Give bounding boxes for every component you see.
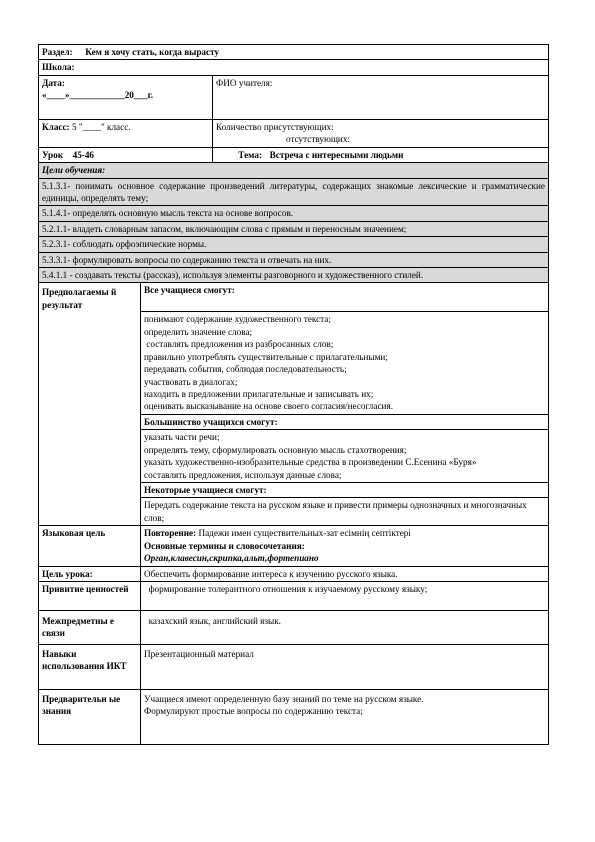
section-value: Кем я хочу стать, когда вырасту [85,47,220,57]
lesson-goal-label: Цель урока: [39,566,141,581]
attendance-absent: отсутствующих: [286,134,350,145]
attendance-cell [213,119,549,147]
class-row [39,119,549,147]
ict-row [39,644,549,689]
school-row [39,60,549,75]
goal-row [39,178,549,206]
theme-label: Тема: [238,149,263,160]
section-row [39,45,549,60]
date-row [39,75,549,119]
goal-row [39,268,549,283]
theme-value: Встреча с интересными людьми [269,149,404,160]
expected-all-item: правильно употреблять существительные с прилагательными; [144,351,388,362]
goal-item: 5.2.3.1- соблюдать орфоэпические нормы. [39,237,549,252]
expected-all-header-row [39,283,549,312]
goal-item: 5.3.3.1- формулировать вопросы по содержанию текста и отвечать на них. [39,252,549,267]
values-value: формирование толерантного отношения к изучаемому русскому языку; [141,581,549,610]
language-goal-row [39,526,549,566]
expected-most-item: указать художественно-изобразительные средства в произведении С.Есенина «Буря» [144,457,477,468]
class-label: Класс: [42,121,70,132]
lesson-plan-sheet [38,44,548,745]
section-label: Раздел: [42,47,73,57]
expected-all-header: Все учащиеся смогут: [141,283,549,312]
expected-all-item: участвовать в диалогах; [144,376,238,387]
language-goal-repeat-label: Повторение: [144,528,197,539]
expected-all-item: определить значение слова; [144,326,253,337]
prior-item: Учащиеся имеют определенную базу знаний по теме на русском языке. [144,693,424,704]
goal-item: 5.4.1.1 - создавать тексты (рассказ), используя элементы разговорного и художественного стилей. [39,268,549,283]
language-goal-terms: Орган,клавесин,скрипка,альт,фортепиано [144,553,319,564]
expected-most-item: определять тему, сформулировать основную мысль стахотворения; [144,444,407,455]
expected-some-item: Передать содержание текста на русском языке и привести примеры однозначных и многозначных слов; [144,500,527,523]
date-label: Дата: [42,77,65,88]
prior-item: Формулируют простые вопросы по содержанию текста; [144,706,363,717]
attendance-present: Количество присутствующих: [216,121,334,132]
ict-label: Навыки использования ИКТ [39,644,141,689]
interdisciplinary-label: Межпредметны е связи [39,610,141,644]
expected-all-item: находить в предложении прилагательные и записывать их; [144,389,374,400]
lesson-label: Урок [42,149,63,160]
language-goal-label: Языковая цель [39,526,141,566]
goal-item: 5.1.3.1- понимать основное содержание произведений литературы, содержащих знакомые лексические и грамматические единицы, определять тему; [39,178,549,206]
expected-most-item: указать части речи; [144,432,220,443]
lesson-number: 45-46 [72,149,95,160]
values-label: Привитие ценностей [39,581,141,610]
expected-most-item: составлять предложения, используя данные слова; [144,469,342,480]
goal-row [39,221,549,236]
goal-row [39,237,549,252]
prior-label: Предварительн ые знания [39,689,141,744]
goal-item: 5.2.1.1- владеть словарным запасом, включающим слова с прямым и переносным значением; [39,221,549,236]
expected-all-item: передавать события, соблюдая последовательность; [144,364,347,375]
expected-most-header: Большинство учащихся смогут: [141,414,549,429]
lesson-goal-row [39,566,549,581]
goal-row [39,252,549,267]
interdisciplinary-value: казахский язык, английский язык. [141,610,549,644]
goals-header: Цели обучения: [39,163,549,178]
expected-label: Предполагаемы й результат [39,283,141,526]
lesson-plan-table [38,44,549,745]
teacher-name-cell [213,75,549,119]
prior-knowledge-row [39,689,549,744]
date-value: «____»____________20___г. [42,90,154,101]
values-row [39,581,549,610]
lesson-row [39,147,549,162]
expected-all-item: составлять предложения из разбросанных слов; [144,339,334,350]
lesson-goal-value: Обеспечить формирование интереса к изучению русского языка. [141,566,549,581]
class-value: 5 "____" класс. [71,121,131,132]
language-goal-repeat-text: Падежи имен существительных-зат есімнің септіктері [196,528,411,539]
goal-item: 5.1.4.1- определять основную мысль текста на основе вопросов. [39,206,549,221]
expected-all-item: понимают содержание художественного текста; [144,314,331,325]
interdisciplinary-row [39,610,549,644]
ict-value: Презентационный материал [141,644,549,689]
expected-some-header: Некоторые учащиеся смогут: [141,482,549,497]
expected-all-item: оценивать высказывание на основе своего согласия/несогласия. [144,401,393,412]
goal-row [39,206,549,221]
school-label: Школа: [39,60,549,75]
goals-header-row [39,163,549,178]
teacher-label: ФИО учителя: [216,77,273,88]
language-goal-terms-label: Основные термины и словосочетания: [144,540,305,551]
